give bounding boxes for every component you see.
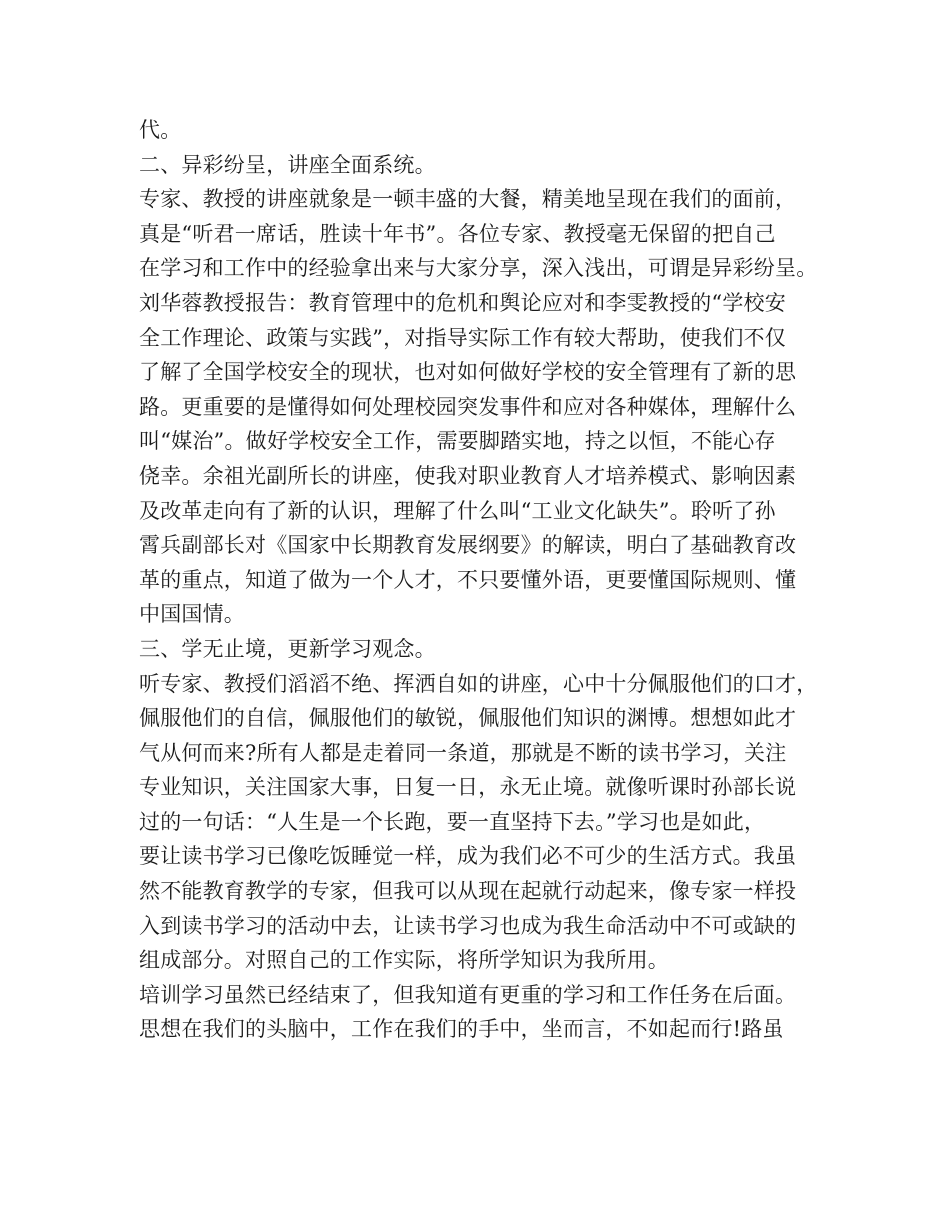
text-line: 真是“听君一席话，胜读十年书”。各位专家、教授毫无保留的把自己	[139, 221, 776, 246]
text-line: 专业知识，关注国家大事，日复一日，永无止境。就像听课时孙部长说	[139, 775, 797, 800]
text-line: 佩服他们的自信，佩服他们的敏锐，佩服他们知识的渊博。想想如此才	[139, 706, 797, 731]
text-line: 全工作理论、政策与实践”，对指导实际工作有较大帮助，使我们不仅	[139, 325, 786, 350]
text-line: 气从何而来?所有人都是走着同一条道，那就是不断的读书学习，关注	[139, 740, 787, 765]
text-line: 要让读书学习已像吃饭睡觉一样，成为我们必不可少的生活方式。我虽	[139, 844, 797, 869]
text-line: 路。更重要的是懂得如何处理校园突发事件和应对各种媒体，理解什么	[139, 394, 797, 419]
text-line: 革的重点，知道了做为一个人才，不只要懂外语，更要懂国际规则、懂	[139, 567, 797, 592]
text-line: 入到读书学习的活动中去，让读书学习也成为我生命活动中不可或缺的	[139, 913, 797, 938]
text-line: 培训学习虽然已经结束了，但我知道有更重的学习和工作任务在后面。	[139, 982, 797, 1007]
text-line: 侥幸。余祖光副所长的讲座，使我对职业教育人才培养模式、影响因素	[139, 463, 797, 488]
section-heading: 三、学无止境，更新学习观念。	[139, 636, 436, 661]
text-line: 在学习和工作中的经验拿出来与大家分享，深入浅出，可谓是异彩纷呈。	[139, 256, 818, 281]
text-line: 听专家、教授们滔滔不绝、挥洒自如的讲座，心中十分佩服他们的口才，	[139, 671, 818, 696]
text-line: 组成部分。对照自己的工作实际，将所学知识为我所用。	[139, 948, 669, 973]
section-heading: 二、异彩纷呈，讲座全面系统。	[139, 152, 436, 177]
text-line: 然不能教育教学的专家，但我可以从现在起就行动起来，像专家一样投	[139, 879, 797, 904]
text-line: 了解了全国学校安全的现状，也对如何做好学校的安全管理有了新的思	[139, 360, 797, 385]
text-line: 中国国情。	[139, 602, 245, 627]
text-line: 思想在我们的头脑中，工作在我们的手中，坐而言，不如起而行!路虽	[139, 1017, 784, 1042]
text-line: 及改革走向有了新的认识，理解了什么叫“工业文化缺失”。聆听了孙	[139, 498, 776, 523]
text-line: 代。	[139, 118, 182, 142]
text-line: 过的一句话：“人生是一个长跑，要一直坚持下去。”学习也是如此，	[139, 809, 766, 834]
text-line: 专家、教授的讲座就象是一顿丰盛的大餐，精美地呈现在我们的面前，	[139, 187, 797, 212]
document-body	[139, 113, 829, 1047]
text-line: 霄兵副部长对《国家中长期教育发展纲要》的解读，明白了基础教育改	[139, 533, 797, 558]
text-line: 叫“媒治”。做好学校安全工作，需要脚踏实地，持之以恒，不能心存	[139, 429, 776, 454]
text-line: 刘华蓉教授报告：教育管理中的危机和舆论应对和李雯教授的“学校安	[139, 290, 786, 315]
